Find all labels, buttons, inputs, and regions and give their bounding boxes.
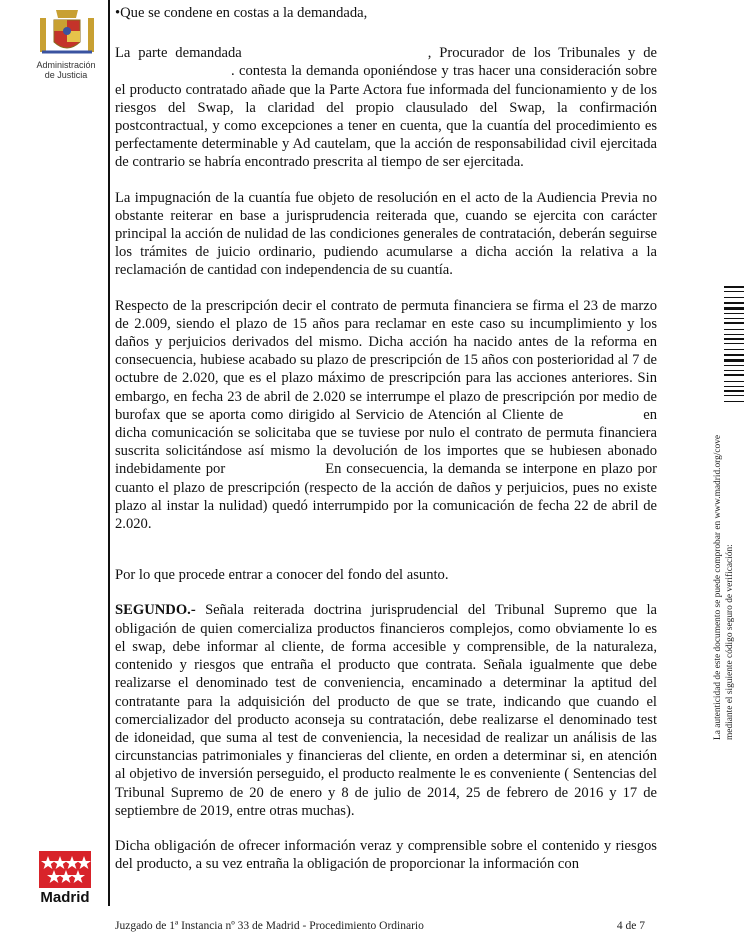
paragraph-fondo: Por lo que procede entrar a conocer del fondo del asunto. [115, 567, 449, 584]
verification-note [712, 410, 746, 740]
madrid-label: Madrid [40, 889, 90, 906]
paragraph-segundo [115, 601, 657, 819]
page-number: 4 de 7 [616, 920, 645, 932]
spain-coat-of-arms-icon [36, 4, 98, 60]
paragraph-prescripcion-a: Respecto de la prescripción decir el contrato de permuta financiera se firma el 23 de marzo de 2.009, siendo el plazo de 15 años para reclamar en este caso su incumplimiento y los daños y perjuicios derivados del mismo. Dicha acción ha nacido antes de la reforma en consecuencia, hubiese acabado su plazo de prescripción de 15 años con posterioridad al 7 de octubre de 2.020, que es el plazo máximo de prescripción para las acciones anteriores. Sin embargo, en fecha 23 de abril de 2.020 se interrumpe el plazo de prescripción por medio de burofax que se aporta como dirigido al Servicio de Atención al Cliente de [115, 297, 657, 423]
lead-line: •Que se condene en costas a la demandada, [115, 5, 368, 21]
crest-label-line2: de Justicia [44, 70, 88, 80]
paragraph-defense-c: . contesta la demanda oponiéndose y tras hacer una consideración sobre el producto contratado añade que la Parte Actora fue informada del funcionamiento y de los riesgos del Swap, la claridad del propio clausulado del Swap, la confirmación postcontractual, y como excepciones a tener en cuenta, que la cuantía del procedimiento es perfectamente determinable y Ad cautelam, que la acción de responsabilidad civil ejercitada de contrario se habría encontrado prescrita al tiempo de ser ejercitada. [115, 63, 657, 171]
paragraph-cuantia: La impugnación de la cuantía fue objeto de resolución en el acto de la Audiencia Previa no obstante reiterar en base a jurisprudencia reiterada que, cuando se ejercita con carácter principal la acción de nulidad de las condiciones generales de contratación, deberán seguirse los trámites de juicio ordinario, pudiendo acumularse a dicha acción la relativa a la reclamación de cantidad con independencia de su cuantía. [115, 189, 657, 279]
crest-label-line1: Administración [36, 60, 96, 70]
paragraph-defense-a: La parte demandada [115, 45, 242, 62]
margin-rule [108, 0, 110, 906]
paragraph-prescripcion-b: en dicha comunicación se solicitaba que se tuviese por nulo el contrato de permuta financiera suscrita solicitándose así mismo la devolución de los importes que se hubiesen abonado indebidamente por [115, 406, 657, 478]
madrid-stars-icon [39, 851, 91, 888]
crest-label [22, 60, 110, 80]
madrid-flag-stars-icon [39, 851, 91, 888]
paragraph-defense-b: , Procurador de los Tribunales y de [427, 45, 657, 62]
page-footer [115, 920, 645, 932]
paragraph-obligacion: Dicha obligación de ofrecer información veraz y comprensible sobre el contenido y riesgos del producto, a su vez entraña la obligación de proporcionar la información con [115, 837, 657, 873]
verification-line2: mediante el siguiente código seguro de verificación: [725, 544, 735, 740]
section-heading-segundo: SEGUNDO.- [115, 602, 196, 619]
footer-court: Juzgado de 1ª Instancia nº 33 de Madrid - Procedimiento Ordinario [115, 920, 424, 932]
document-body [115, 4, 657, 890]
paragraph-defense [115, 44, 657, 171]
paragraph-prescripcion [115, 297, 657, 534]
barcode-icon [724, 286, 744, 406]
paragraph-prescripcion-c: En consecuencia, la demanda se interpone en plazo por cuanto el plazo de prescripción (respecto de la acción de daños y perjuicios, pues no existe plazo al instar la nulidad) quedó interrumpido por la comunicación de fecha 22 de abril de 2.020. [115, 461, 657, 533]
verification-line1: La autenticidad de este documento se puede comprobar en www.madrid.org/cove [713, 434, 723, 740]
paragraph-segundo-text: Señala reiterada doctrina jurisprudencial del Tribunal Supremo que la obligación de quien comercializa productos financieros complejos, como obviamente lo es el swap, debe informar al cliente, de forma accesible y comprensible, de la naturaleza, contenido y riesgos que entraña el producto que contrata. Señala igualmente que debe realizarse el denominado test de conveniencia, encaminado a determinar la aptitud del contratante para la adquisición del producto de que se trate, indicando que cuando el comercializador del producto aconseja su contratación, debe realizarse el denominado test de idoneidad, que suma al test de conveniencia, la necesidad de realizar un análisis de las circunstancias patrimoniales y financieras del cliente, en orden a determinar si, en atención al objetivo de inversión perseguido, el producto realmente le es conveniente ( Sentencias del Tribunal Supremo de 20 de enero y 8 de julio de 2014, 25 de febrero de 2016 y 17 de septiembre de 2019, entre otras muchas). [115, 602, 657, 819]
